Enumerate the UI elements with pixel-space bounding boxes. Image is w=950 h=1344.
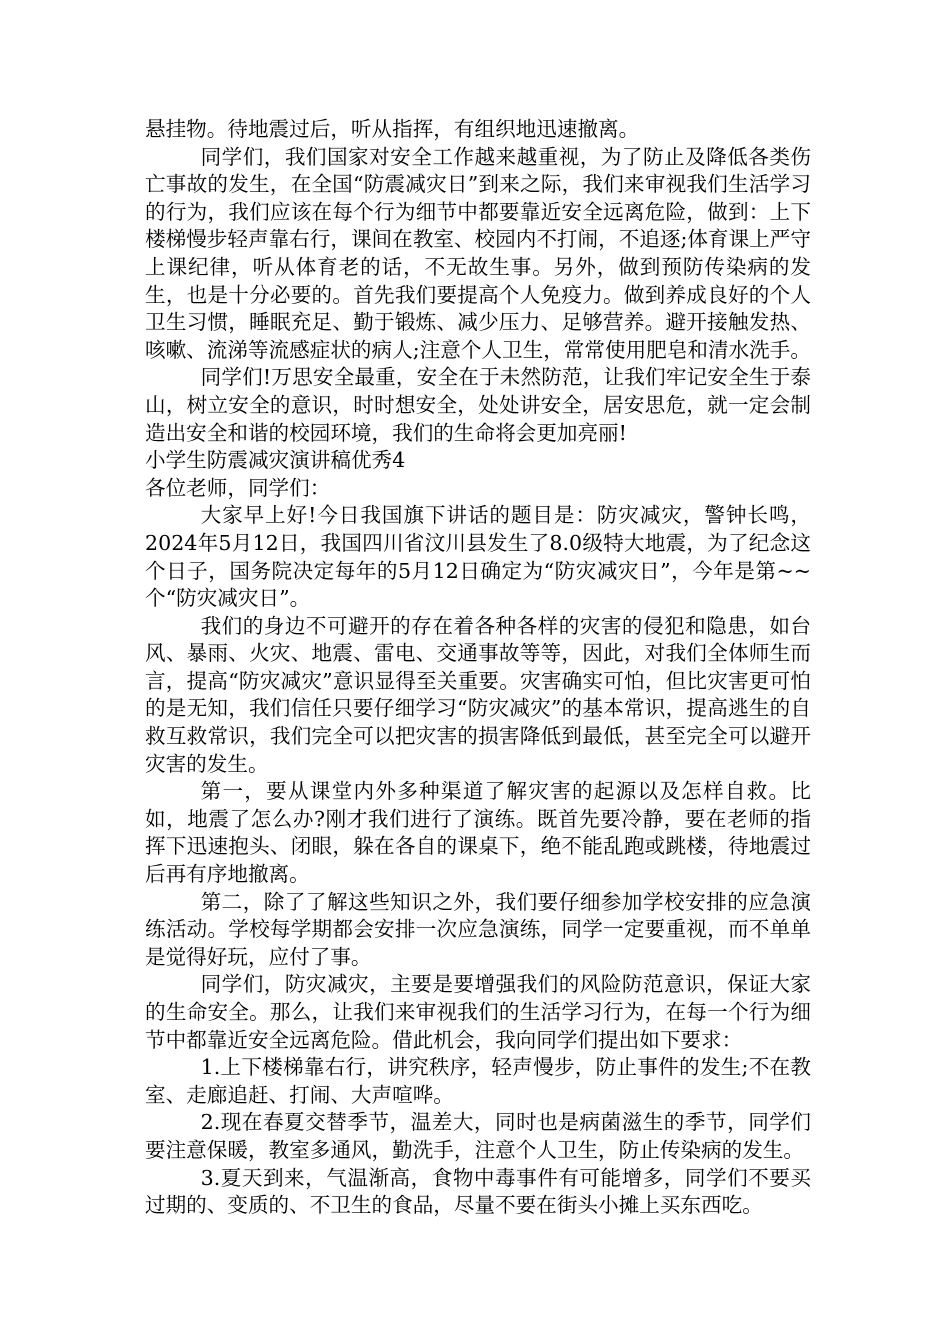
paragraph-safety-first: 同学们!万思安全最重，安全在于未然防范，让我们牢记安全生于泰山，树立安全的意识，时时想安全，处处讲安全，居安思危，就一定会制造出安全和谐的校园环境，我们的生命将会更加亮丽!: [145, 365, 811, 445]
salutation: 各位老师，同学们：: [145, 475, 331, 500]
section-title: 小学生防震减灾演讲稿优秀4: [145, 448, 406, 473]
list-item-3: 3.夏天到来，气温渐高，食物中毒事件有可能增多，同学们不要买过期的、变质的、不卫生的食品，尽量不要在街头小摊上买东西吃。: [145, 1165, 811, 1218]
paragraph-point-one: 第一，要从课堂内外多种渠道了解灾害的起源以及怎样自救。比如，地震了怎么办?刚才我们进行了演练。既首先要冷静，要在老师的指挥下迅速抱头、闭眼，躲在各自的课桌下，绝不能乱跑或跳楼，待地震过后再有序地撤离。: [145, 779, 811, 887]
document-page: [145, 116, 811, 1220]
paragraph-hazards: 我们的身边不可避开的存在着各种各样的灾害的侵犯和隐患，如台风、暴雨、火灾、地震、雷电、交通事故等等，因此，对我们全体师生而言，提高“防灾减灾”意识显得至关重要。灾害确实可怕，但比灾害更可怕的是无知，我们信任只要仔细学习“防灾减灾”的基本常识，提高逃生的自救互救常识，我们完全可以把灾害的损害降低到最低，甚至完全可以避开灾害的发生。: [145, 613, 811, 776]
paragraph-evacuation-end: 悬挂物。待地震过后，听从指挥，有组织地迅速撤离。: [145, 117, 640, 141]
list-item-2: 2.现在春夏交替季节，温差大，同时也是病菌滋生的季节，同学们要注意保暖，教室多通风，勤洗手，注意个人卫生，防止传染病的发生。: [145, 1110, 811, 1162]
paragraph-requirements-intro: 同学们，防灾减灾，主要是要增强我们的风险防范意识，保证大家的生命安全。那么，让我们来审视我们的生活学习行为，在每一个行为细节中都靠近安全远离危险。借此机会，我向同学们提出如下要求：: [145, 972, 811, 1052]
paragraph-point-two: 第二，除了了解这些知识之外，我们要仔细参加学校安排的应急演练活动。学校每学期都会安排一次应急演练，同学一定要重视，而不单单是觉得好玩，应付了事。: [145, 889, 811, 969]
list-item-1: 1.上下楼梯靠右行，讲究秩序，轻声慢步，防止事件的发生;不在教室、走廊追赶、打闹、大声喧哗。: [145, 1055, 811, 1107]
paragraph-opening: 大家早上好!今日我国旗下讲话的题目是：防灾减灾，警钟长鸣，2024年5月12日，我国四川省汶川县发生了8.0级特大地震，为了纪念这个日子，国务院决定每年的5月12日确定为“防灾减灾日”，今年是第~~个“防灾减灾日”。: [145, 503, 811, 611]
paragraph-safety-awareness: 同学们，我们国家对安全工作越来越重视，为了防止及降低各类伤亡事故的发生，在全国“防震减灾日”到来之际，我们来审视我们生活学习的行为，我们应该在每个行为细节中都要靠近安全远离危险，做到：上下楼梯慢步轻声靠右行，课间在教室、校园内不打闹，不追逐;体育课上严守上课纪律，听从体育老的话，不无故生事。另外，做到预防传染病的发生，也是十分必要的。首先我们要提高个人免疫力。做到养成良好的个人卫生习惯，睡眠充足、勤于锻炼、减少压力、足够营养。避开接触发热、咳嗽、流涕等流感症状的病人;注意个人卫生，常常使用肥皂和清水洗手。: [145, 144, 811, 362]
